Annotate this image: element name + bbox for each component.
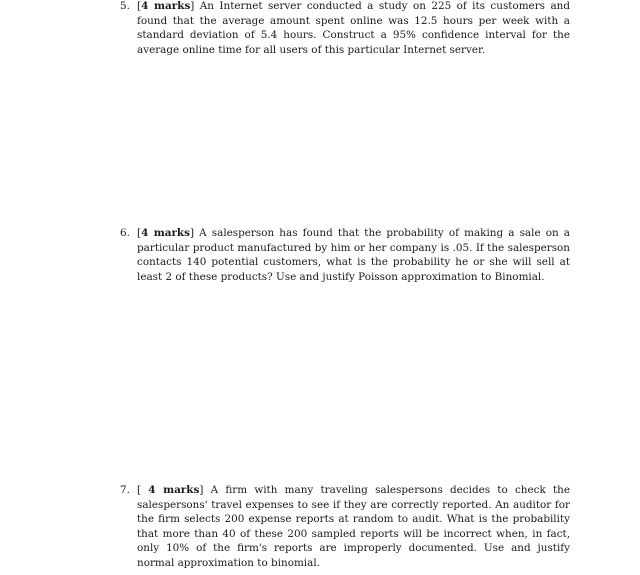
question-body bbox=[137, 226, 570, 284]
marks-bracket-close: ] bbox=[190, 0, 195, 12]
question-number: 6. bbox=[120, 227, 130, 239]
marks-label: 4 marks bbox=[141, 0, 191, 12]
marks-bracket-open: [ bbox=[137, 227, 142, 239]
question-body bbox=[137, 0, 570, 57]
marks-label: 4 marks bbox=[148, 484, 200, 496]
marks-bracket-open: [ bbox=[137, 0, 142, 12]
question-number: 7. bbox=[120, 484, 130, 496]
question-7 bbox=[120, 483, 570, 571]
marks-bracket-close: ] bbox=[189, 227, 195, 239]
marks-label: 4 marks bbox=[141, 227, 190, 239]
marks-bracket-open: [ bbox=[137, 484, 149, 496]
question-6 bbox=[120, 226, 570, 284]
question-number: 5. bbox=[120, 0, 130, 12]
question-text: A firm with many traveling salespersons decides to check the salespersons' travel expenses to see if they are correctly reported. An auditor for the firm selects 200 expense reports at random to audit. What is the probability that more than 40 of these 200 sampled reports will be incorrect when, in fact, only 10% of the firm's reports are improperly documented. Use and justify normal approximation to binomial. bbox=[137, 484, 570, 569]
question-5 bbox=[120, 0, 570, 57]
question-body bbox=[137, 483, 570, 571]
marks-bracket-close: ] bbox=[199, 484, 204, 496]
question-text: An Internet server conducted a study on 225 of its customers and found that the average amount spent online was 12.5 hours per week with a standard deviation of 5.4 hours. Construct a 95% confidence interval for the average online time for all users of this particular Internet server. bbox=[137, 0, 570, 56]
question-text: A salesperson has found that the probability of making a sale on a particular product manufactured by him or her company is .05. If the salesperson contacts 140 potential customers, what is the probability he or she will sell at least 2 of these products? Use and justify Poisson approximation to Binomial. bbox=[137, 227, 570, 283]
